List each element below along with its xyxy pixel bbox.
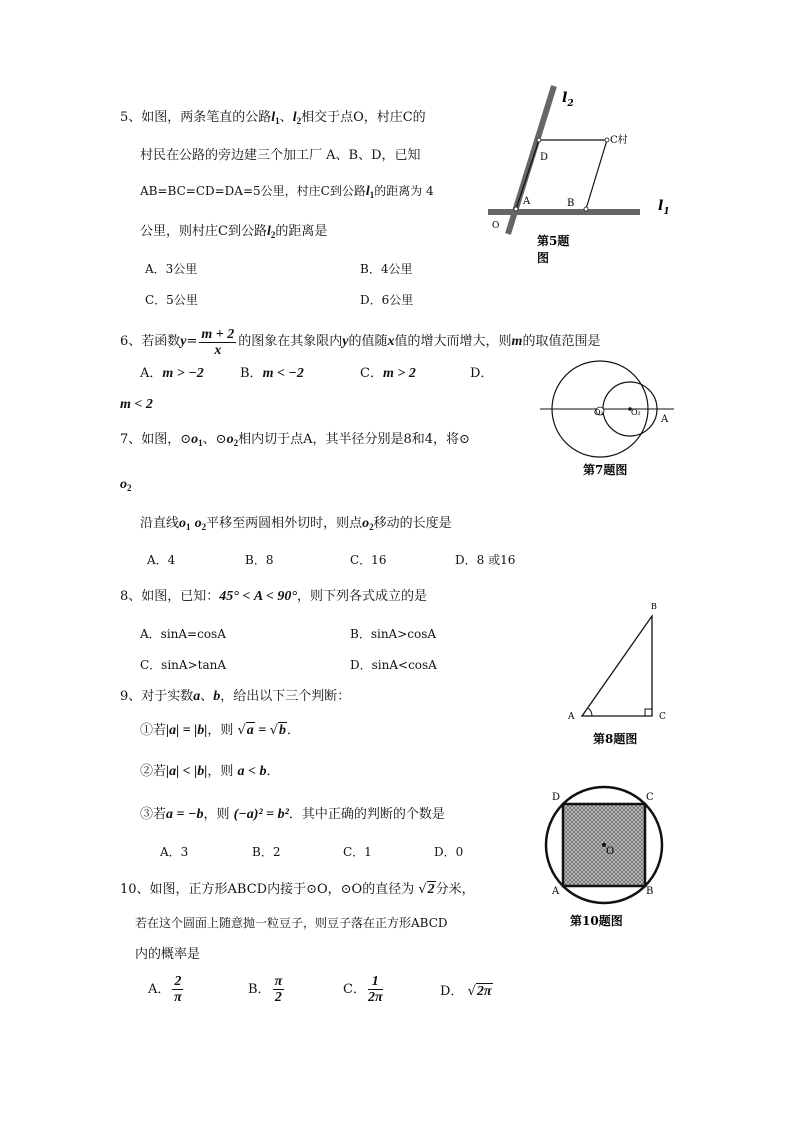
q9-judgment-1: ①若|a| = |b|，则 √a = √b． [140,723,301,738]
label-b: B [651,602,657,611]
q5-option-a: A．3公里 [145,262,198,276]
q6-option-b: B．m < −2 [240,366,304,381]
q6-option-c: C．m > 2 [360,366,416,381]
q8-option-a: A．sinA=cosA [140,627,226,641]
q5-figure [480,80,680,265]
q9-option-a: A．3 [160,845,189,859]
q7-line-3: 沿直线$o_1$ $o_2$平移至两圆相外切时，则点$o_2$移动的长度是 [140,516,452,532]
q5-option-d: D．6公里 [360,293,414,307]
q10-line-3: 内的概率是 [135,947,201,962]
q9-line-1: 9、对于实数a、b，给出以下三个判断： [120,689,351,704]
label-o: O [606,846,615,857]
q5-caption-2: 图 [537,251,550,265]
label-c: C [659,712,666,722]
q10-option-c: C． $\frac{1}{2\pi}$ [343,974,383,1005]
q10-caption: 第10题图 [570,914,623,928]
q7-line-2: $o_2$ [120,477,132,493]
q9-judgment-2: ②若|a| < |b|，则 a < b． [140,764,280,779]
q8-caption: 第8题图 [593,732,638,746]
angle-a-arc [588,708,592,716]
q5-caption-1: 第5题 [537,234,570,248]
label-a: A [552,886,560,897]
q10-line-1: 10、如图，正方形ABCD内接于⊙O，⊙O的直径为 √2分米， [120,882,475,897]
right-angle-mark [645,709,652,716]
label-c: C村 [610,135,628,146]
q9-option-d: D．0 [434,845,464,859]
label-o: O [492,221,500,231]
right-triangle-abc [582,616,652,716]
q5-line-4: 公里，则村庄C到公路$l_2$的距离是 [140,224,328,240]
q9-option-c: C．1 [343,845,372,859]
q7-figure [538,356,678,481]
q7-option-d: D．8 或16 [455,553,516,567]
q9-judgment-3: ③若a = −b，则 (−a)² = b²．其中正确的判断的个数是 [140,807,445,822]
q8-figure [560,598,680,750]
q5-option-c: C．5公里 [145,293,198,307]
label-a: A [568,712,575,722]
q7-option-a: A．4 [147,553,176,567]
label-a: A [523,196,531,207]
q7-option-c: C．16 [350,553,387,567]
q5-option-b: B．4公里 [360,262,413,276]
q8-option-b: B．sinA>cosA [350,627,437,641]
q10-option-a: A． $\frac{2}{\pi}$ [148,974,182,1005]
q5-line-3: AB=BC=CD=DA=5公里，村庄C到公路$l_1$的距离为 4 [140,184,434,200]
q8-option-d: D．sinA<cosA [350,658,437,672]
q7-option-b: B．8 [245,553,274,567]
q6-option-a: A．m > −2 [140,366,204,381]
label-b: B [646,886,654,897]
label-d: D [540,152,549,163]
label-o1: O₁ [594,408,604,417]
q10-figure [540,782,670,932]
q5-line-1: 5、如图，两条笔直的公路$l_1$、$l_2$相交于点O，村庄C的 [120,110,426,126]
q7-caption: 第7题图 [583,463,628,477]
label-b: B [567,198,575,209]
q8-option-c: C．sinA>tanA [140,658,226,672]
label-a: A [661,414,669,425]
label-l1: $l_1$ [658,198,670,217]
q6-line-1: 6、若函数y= $\frac{m + 2}{x}$ 的图象在其象限内y的值随x值的增大而增大，则m的取值范围是 [120,327,601,358]
label-d: D [552,792,561,803]
q9-option-b: B．2 [252,845,281,859]
q10-option-d: D． √2π [440,984,492,999]
q6-option-d-label: D． [470,366,494,381]
q10-option-b: B． $\frac{\pi}{2}$ [248,974,283,1005]
label-l2: $l_2$ [562,90,574,109]
q10-line-2: 若在这个圆面上随意抛一粒豆子，则豆子落在正方形ABCD [135,916,448,930]
q6-option-d: m < 2 [120,397,153,412]
label-c: C [646,792,654,803]
q5-line-2: 村民在公路的旁边建三个加工厂 A、B、D，已知 [140,148,421,163]
label-o2: O₂ [631,408,641,417]
q7-line-1: 7、如图，$⊙o_1$、$⊙o_2$相内切于点A，其半径分别是8和4，将⊙ [120,432,470,448]
q8-line-1: 8、如图，已知：45° < A < 90°，则下列各式成立的是 [120,589,428,604]
